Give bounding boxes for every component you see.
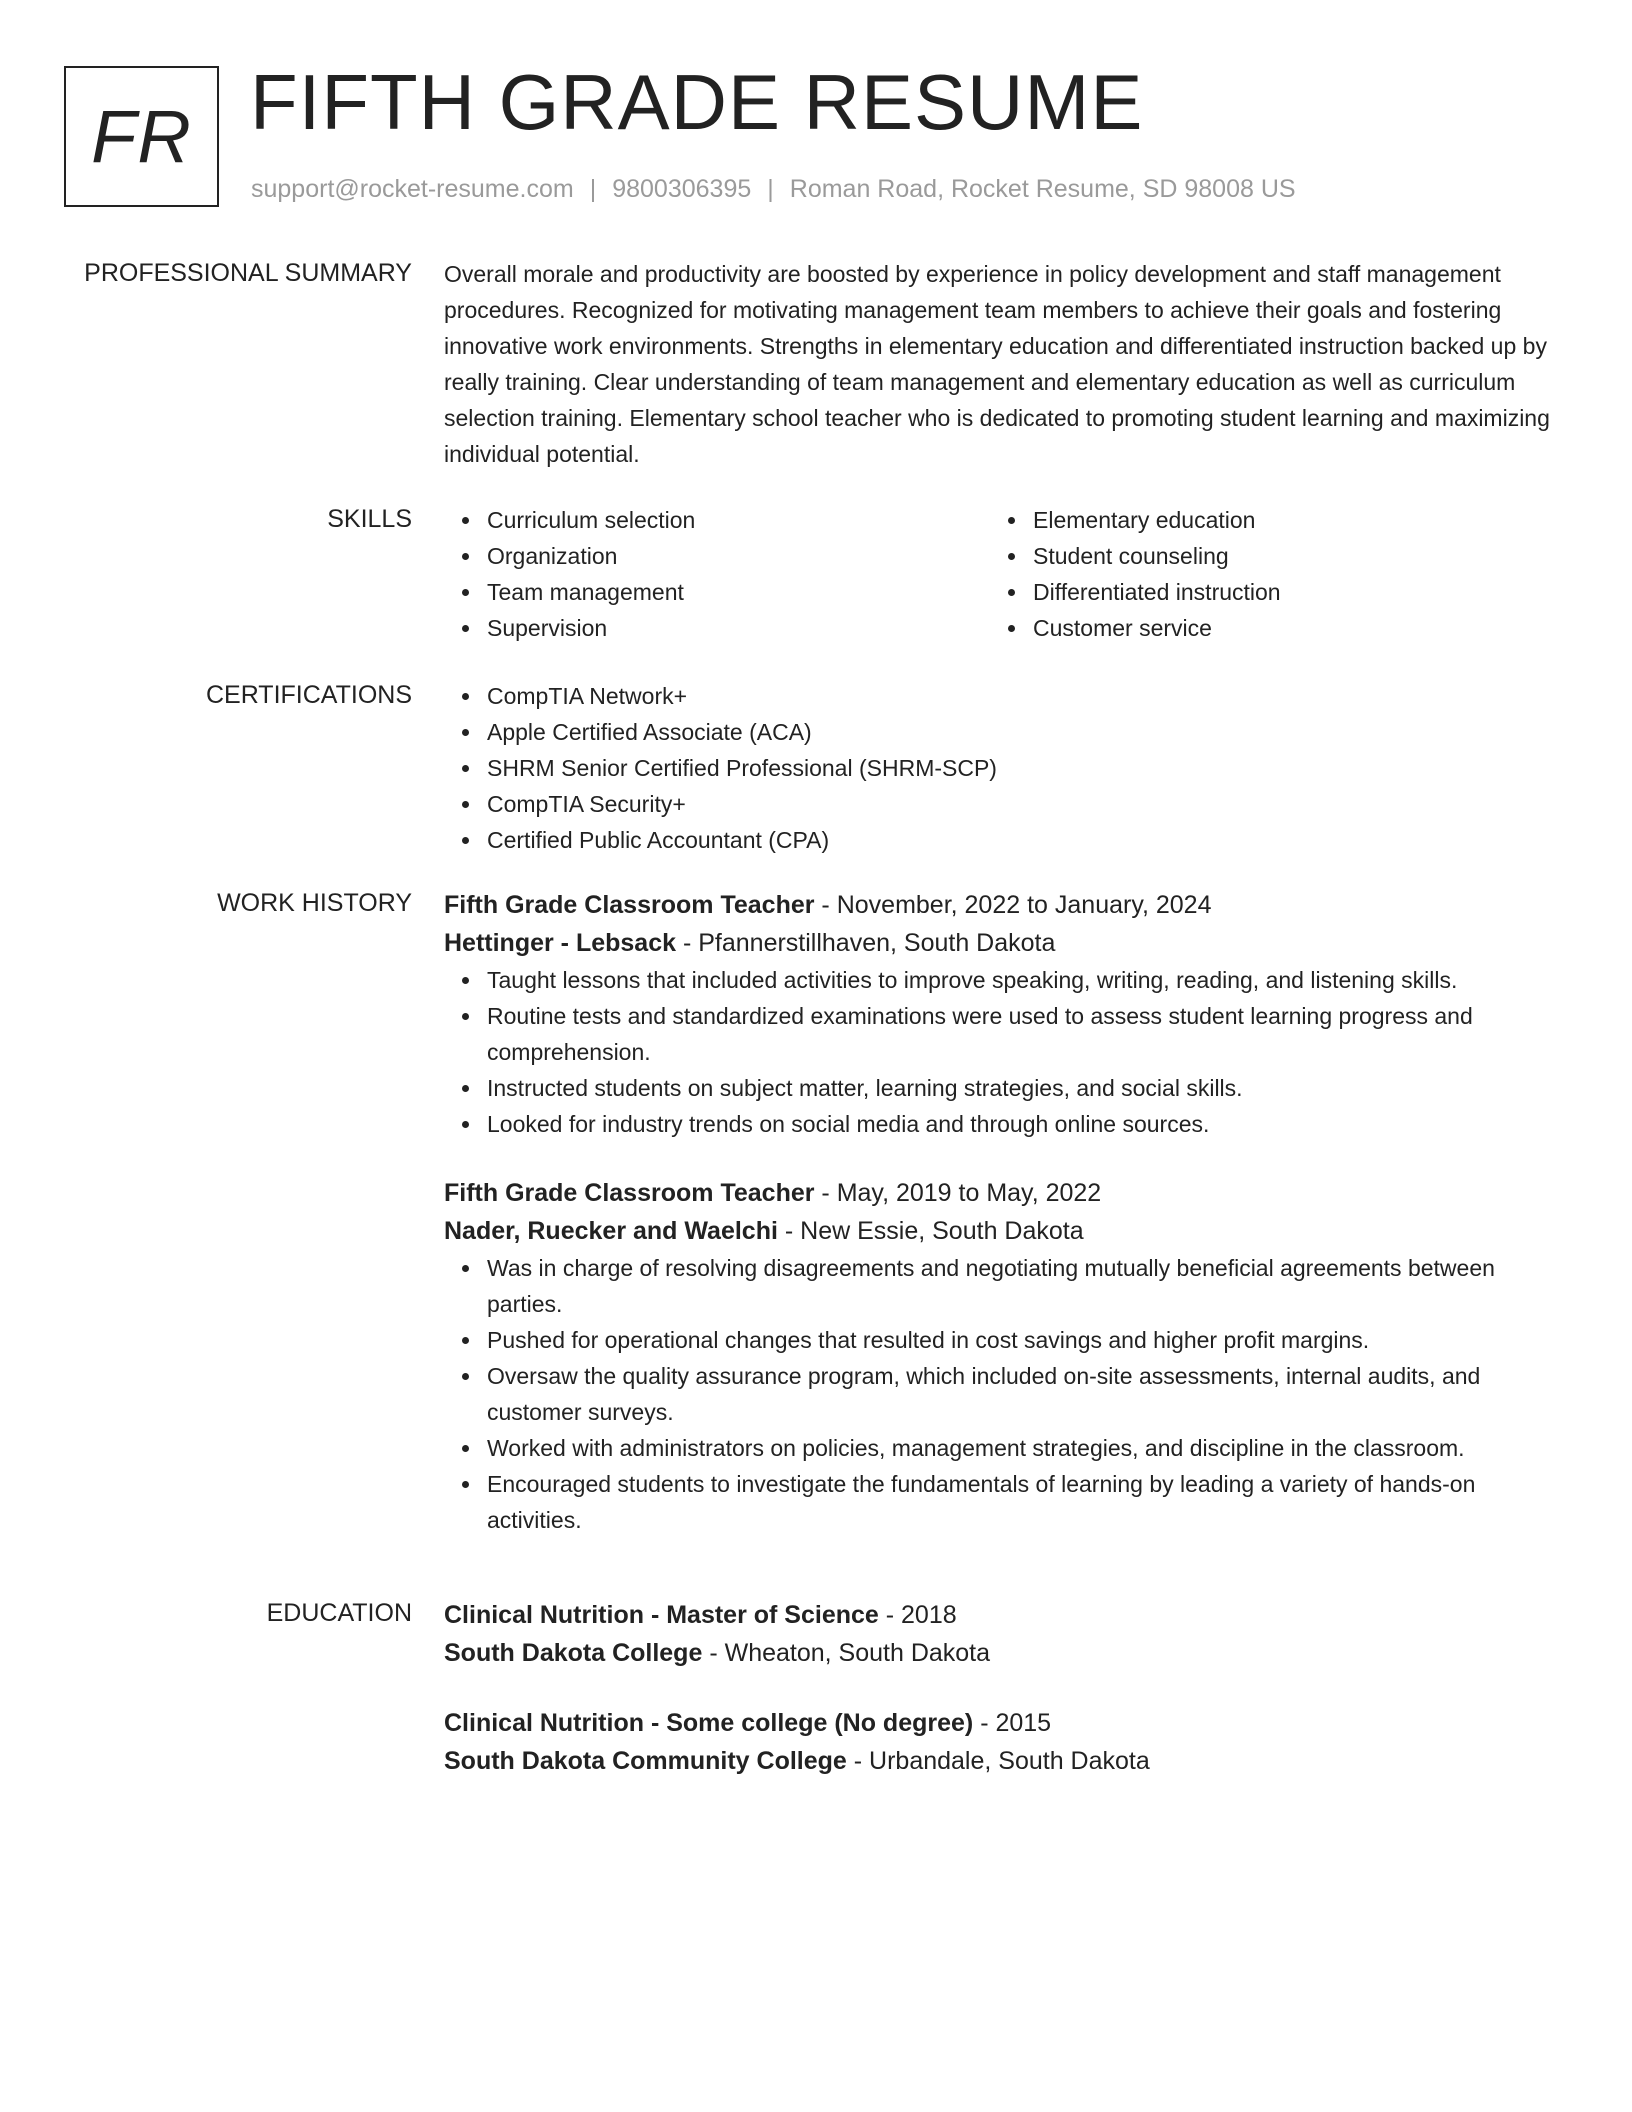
certifications-body — [444, 678, 1564, 858]
contact-phone[interactable]: 9800306395 — [612, 175, 752, 203]
contact-address: Roman Road, Rocket Resume, SD 98008 US — [789, 175, 1296, 203]
education-school: South Dakota College — [444, 1639, 703, 1667]
certification-item: Apple Certified Associate (ACA) — [487, 714, 1564, 750]
skill-item: Supervision — [487, 610, 990, 646]
skill-item: Organization — [487, 538, 990, 574]
education-school-line — [444, 1634, 1564, 1672]
job-bullet: Encouraged students to investigate the fundamentals of learning by leading a variety of hands-on activities. — [487, 1466, 1564, 1538]
work-history-body — [444, 886, 1564, 1538]
job-title-line — [444, 1174, 1564, 1212]
job-title-line — [444, 886, 1564, 924]
job-location: - Pfannerstillhaven, South Dakota — [676, 929, 1056, 957]
section-label-skills: SKILLS — [327, 505, 412, 533]
job-bullets — [444, 1250, 1564, 1538]
certification-item: Certified Public Accountant (CPA) — [487, 822, 1564, 858]
education-body — [444, 1596, 1564, 1812]
contact-line — [251, 172, 1296, 206]
skill-item: Customer service — [1033, 610, 1536, 646]
certification-item: CompTIA Network+ — [487, 678, 1564, 714]
job-location: - New Essie, South Dakota — [777, 1217, 1084, 1245]
summary-body — [444, 256, 1564, 472]
skills-body — [444, 502, 1564, 646]
education-entry — [444, 1704, 1564, 1780]
contact-separator: | — [767, 175, 774, 203]
skill-item: Team management — [487, 574, 990, 610]
education-school-line — [444, 1742, 1564, 1780]
job-company-line — [444, 924, 1564, 962]
contact-email[interactable]: support@rocket-resume.com — [251, 175, 574, 203]
education-school: South Dakota Community College — [444, 1747, 847, 1775]
job-entry — [444, 1174, 1564, 1538]
section-label-certifications: CERTIFICATIONS — [205, 681, 412, 709]
job-bullet: Pushed for operational changes that resulted in cost savings and higher profit margins. — [487, 1322, 1564, 1358]
job-bullet: Taught lessons that included activities to improve speaking, writing, reading, and listening skills. — [487, 962, 1564, 998]
skill-item: Student counseling — [1033, 538, 1536, 574]
summary-text: Overall morale and productivity are boosted by experience in policy development and staff management procedures. Recognized for motivating management team members to achieve their goals and fostering innovative work environments. Strengths in elementary education and differentiated instruction backed up by really training. Clear understanding of team management and elementary education as well as curriculum selection training. Elementary school teacher who is dedicated to promoting student learning and maximizing individual potential. — [444, 261, 1550, 467]
education-degree: Clinical Nutrition - Some college (No degree) — [444, 1709, 974, 1737]
job-company: Nader, Ruecker and Waelchi — [444, 1217, 778, 1245]
job-bullet: Looked for industry trends on social media and through online sources. — [487, 1106, 1564, 1142]
job-bullet: Worked with administrators on policies, management strategies, and discipline in the classroom. — [487, 1430, 1564, 1466]
job-title: Fifth Grade Classroom Teacher — [444, 1179, 815, 1207]
monogram-initials: FR — [91, 94, 192, 178]
job-bullet: Instructed students on subject matter, learning strategies, and social skills. — [487, 1070, 1564, 1106]
skill-item: Curriculum selection — [487, 502, 990, 538]
education-degree-line — [444, 1596, 1564, 1634]
education-degree-line — [444, 1704, 1564, 1742]
skill-item: Differentiated instruction — [1033, 574, 1536, 610]
job-title: Fifth Grade Classroom Teacher — [444, 891, 815, 919]
resume-title: FIFTH GRADE RESUME — [250, 58, 1144, 146]
job-entry — [444, 886, 1564, 1142]
section-label-work-history: WORK HISTORY — [217, 889, 412, 917]
contact-separator: | — [589, 175, 597, 203]
education-location: - Urbandale, South Dakota — [846, 1747, 1150, 1775]
section-label-education: EDUCATION — [266, 1599, 412, 1627]
certification-item: CompTIA Security+ — [487, 786, 1564, 822]
section-label-summary: PROFESSIONAL SUMMARY — [84, 259, 412, 287]
job-company-line — [444, 1212, 1564, 1250]
job-dates: - May, 2019 to May, 2022 — [814, 1179, 1102, 1207]
education-degree: Clinical Nutrition - Master of Science — [444, 1601, 879, 1629]
skills-column-left — [444, 502, 990, 646]
monogram-box — [64, 66, 219, 207]
skills-column-right — [990, 502, 1536, 646]
education-entry — [444, 1596, 1564, 1672]
job-bullet: Oversaw the quality assurance program, which included on-site assessments, internal audits, and customer surveys. — [487, 1358, 1564, 1430]
job-dates: - November, 2022 to January, 2024 — [814, 891, 1212, 919]
education-year: - 2018 — [878, 1601, 957, 1629]
education-year: - 2015 — [973, 1709, 1052, 1737]
skill-item: Elementary education — [1033, 502, 1536, 538]
education-location: - Wheaton, South Dakota — [702, 1639, 991, 1667]
job-bullet: Routine tests and standardized examinations were used to assess student learning progress and comprehension. — [487, 998, 1564, 1070]
job-company: Hettinger - Lebsack — [444, 929, 677, 957]
certification-item: SHRM Senior Certified Professional (SHRM-SCP) — [487, 750, 1564, 786]
job-bullet: Was in charge of resolving disagreements and negotiating mutually beneficial agreements between parties. — [487, 1250, 1564, 1322]
job-bullets — [444, 962, 1564, 1142]
